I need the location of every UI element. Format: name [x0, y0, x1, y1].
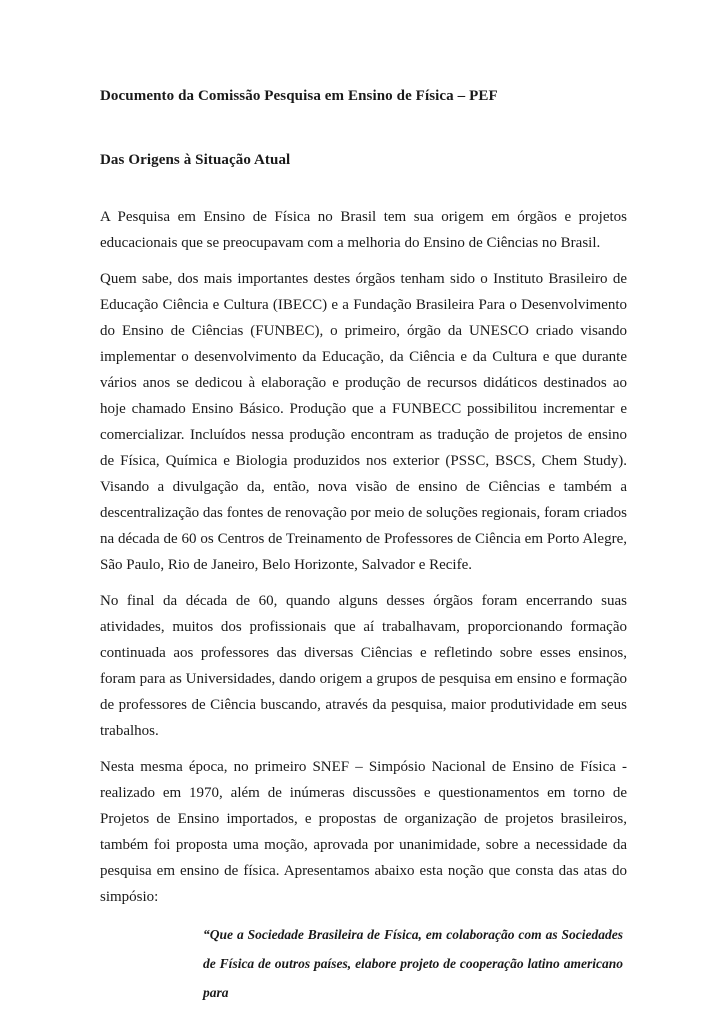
section-heading: Das Origens à Situação Atual [100, 152, 291, 168]
document-title: Documento da Comissão Pesquisa em Ensino de Física – PEF [100, 88, 498, 104]
paragraph-ibecc-funbec: Quem sabe, dos mais importantes destes órgãos tenham sido o Instituto Brasileiro de Educação Ciência e Cultura (IBECC) e a Fundação Brasileira Para o Desenvolvimento do Ensino de Ciências (FUNBEC), o primeiro, órgão da UNESCO criado visando implementar o desenvolvimento da Educação, da Ciência e da Cultura e que durante vários anos se dedicou à elaboração e produção de recursos didáticos destinados ao hoje chamado Ensino Básico. Produção que a FUNBECC possibilitou incrementar e comercializar. Incluídos nessa produção encontram as tradução de projetos de ensino de Física, Química e Biologia produzidos nos exterior (PSSC, BSCS, Chem Study). Visando a divulgação da, então, nova visão de ensino de Ciências e também a descentralização das fontes de renovação por meio de soluções regionais, foram criados na década de 60 os Centros de Treinamento de Professores de Ciência em Porto Alegre, São Paulo, Rio de Janeiro, Belo Horizonte, Salvador e Recife. [100, 271, 627, 573]
paragraph-snef-1970: Nesta mesma época, no primeiro SNEF – Simpósio Nacional de Ensino de Física - realizado em 1970, além de inúmeras discussões e questionamentos em torno de Projetos de Ensino importados, e propostas de organização de projetos brasileiros, também foi proposta uma moção, aprovada por unanimidade, sobre a necessidade da pesquisa em ensino de física. Apresentamos abaixo esta noção que consta das atas do simpósio: [100, 759, 627, 905]
paragraph-decada-60: No final da década de 60, quando alguns desses órgãos foram encerrando suas atividades, muitos dos profissionais que aí trabalhavam, proporcionando formação continuada aos professores das diversas Ciências e refletindo sobre esses ensinos, foram para as Universidades, dando origem a grupos de pesquisa em ensino e formação de professores de Ciência buscando, através da pesquisa, maior produtividade em seus trabalhos. [100, 593, 627, 739]
symposium-quote: “Que a Sociedade Brasileira de Física, em colaboração com as Sociedades de Física de outros países, elabore projeto de cooperação latino americano para [203, 927, 623, 1000]
paragraph-origins: A Pesquisa em Ensino de Física no Brasil tem sua origem em órgãos e projetos educacionais que se preocupavam com a melhoria do Ensino de Ciências no Brasil. [100, 209, 627, 251]
document-content [100, 86, 627, 1007]
